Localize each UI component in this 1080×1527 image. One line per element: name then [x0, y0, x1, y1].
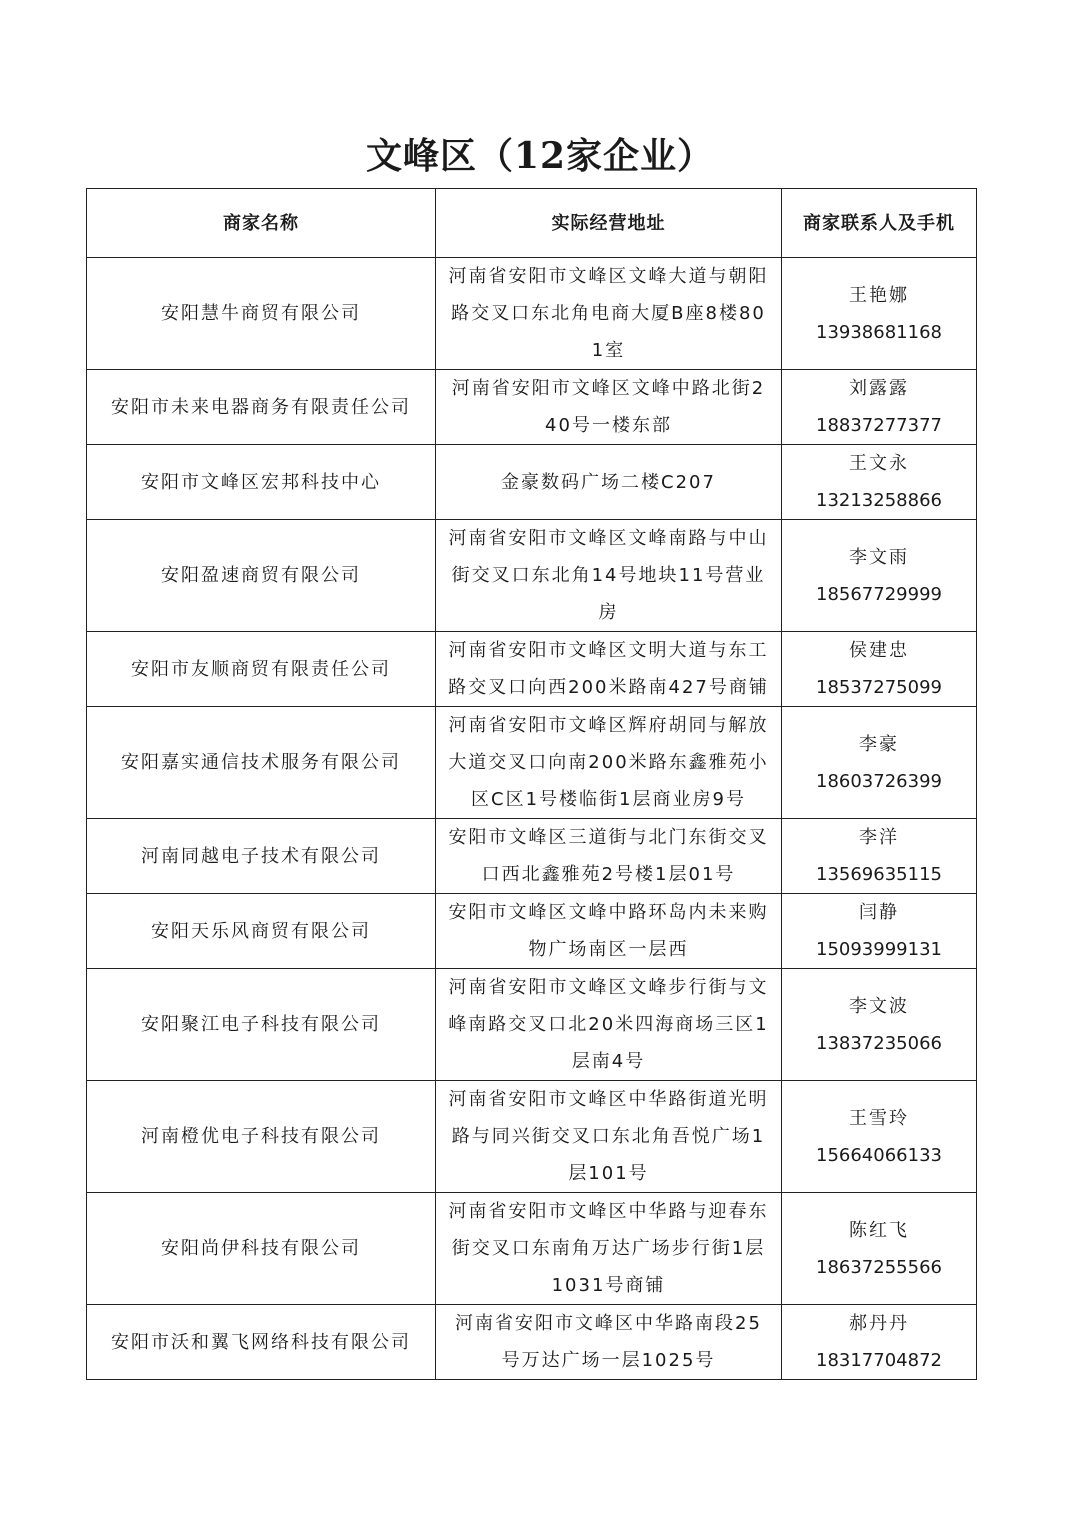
contact-person: 李文雨 [849, 546, 909, 568]
merchant-name: 安阳天乐风商贸有限公司 [87, 894, 436, 969]
table-row [87, 819, 977, 894]
table-row [87, 1193, 977, 1305]
contact-phone: 15664066133 [816, 1144, 942, 1166]
merchant-contact [782, 969, 977, 1081]
contact-phone: 13837235066 [816, 1032, 942, 1054]
merchant-address: 河南省安阳市文峰区中华路街道光明路与同兴街交叉口东北角吾悦广场1层101号 [436, 1081, 782, 1193]
merchant-contact [782, 894, 977, 969]
header-merchant-name: 商家名称 [87, 189, 436, 258]
contact-phone: 13213258866 [816, 490, 942, 511]
merchant-name: 安阳市沃和翼飞网络科技有限公司 [87, 1305, 436, 1380]
contact-phone: 18537275099 [816, 677, 942, 698]
contact-person: 李文波 [849, 995, 909, 1017]
table-row [87, 520, 977, 632]
merchant-name: 安阳嘉实通信技术服务有限公司 [87, 707, 436, 819]
merchant-address: 金豪数码广场二楼C207 [436, 445, 782, 520]
contact-phone: 18837277377 [816, 415, 942, 436]
contact-person: 王艳娜 [849, 284, 909, 306]
merchant-address: 安阳市文峰区文峰中路环岛内未来购物广场南区一层西 [436, 894, 782, 969]
contact-person: 李洋 [859, 827, 899, 848]
contact-phone: 18317704872 [816, 1350, 942, 1371]
contact-person: 王文永 [849, 453, 909, 474]
contact-person: 刘露露 [849, 378, 909, 399]
merchant-address: 河南省安阳市文峰区文明大道与东工路交叉口向西200米路南427号商铺 [436, 632, 782, 707]
contact-phone: 13569635115 [816, 864, 942, 885]
merchant-address: 河南省安阳市文峰区中华路与迎春东街交叉口东南角万达广场步行街1层1031号商铺 [436, 1193, 782, 1305]
merchant-address: 河南省安阳市文峰区文峰中路北街240号一楼东部 [436, 370, 782, 445]
table-row [87, 445, 977, 520]
merchant-contact [782, 632, 977, 707]
merchant-address: 安阳市文峰区三道街与北门东街交叉口西北鑫雅苑2号楼1层01号 [436, 819, 782, 894]
merchant-name: 安阳盈速商贸有限公司 [87, 520, 436, 632]
merchant-contact [782, 707, 977, 819]
table-row [87, 1081, 977, 1193]
merchant-contact [782, 258, 977, 370]
contact-phone: 13938681168 [816, 321, 942, 343]
table-row [87, 707, 977, 819]
merchant-contact [782, 370, 977, 445]
contact-phone: 18603726399 [816, 770, 942, 792]
merchant-contact [782, 1081, 977, 1193]
merchant-address: 河南省安阳市文峰区中华路南段25号万达广场一层1025号 [436, 1305, 782, 1380]
table-row [87, 632, 977, 707]
merchant-name: 安阳市文峰区宏邦科技中心 [87, 445, 436, 520]
merchant-name: 安阳市友顺商贸有限责任公司 [87, 632, 436, 707]
merchant-address: 河南省安阳市文峰区文峰步行街与文峰南路交叉口北20米四海商场三区1层南4号 [436, 969, 782, 1081]
page-title: 文峰区（12家企业） [365, 135, 715, 177]
merchant-name: 安阳慧牛商贸有限公司 [87, 258, 436, 370]
table-row [87, 894, 977, 969]
header-address: 实际经营地址 [436, 189, 782, 258]
contact-person: 侯建忠 [849, 640, 909, 661]
contact-phone: 18567729999 [816, 583, 942, 605]
contact-person: 陈红飞 [849, 1219, 909, 1241]
merchant-contact [782, 1193, 977, 1305]
merchant-name: 安阳聚江电子科技有限公司 [87, 969, 436, 1081]
contact-phone: 18637255566 [816, 1256, 942, 1278]
contact-person: 郝丹丹 [849, 1313, 909, 1334]
merchant-name: 河南橙优电子科技有限公司 [87, 1081, 436, 1193]
table-row [87, 258, 977, 370]
merchant-name: 河南同越电子技术有限公司 [87, 819, 436, 894]
contact-phone: 15093999131 [816, 939, 942, 960]
merchant-contact [782, 1305, 977, 1380]
merchant-table [86, 188, 977, 1380]
contact-person: 李豪 [859, 733, 899, 755]
merchant-address: 河南省安阳市文峰区文峰大道与朝阳路交叉口东北角电商大厦B座8楼801室 [436, 258, 782, 370]
merchant-contact [782, 520, 977, 632]
contact-person: 闫静 [859, 902, 899, 923]
table-header-row [87, 189, 977, 258]
merchant-address: 河南省安阳市文峰区文峰南路与中山街交叉口东北角14号地块11号营业房 [436, 520, 782, 632]
contact-person: 王雪玲 [849, 1107, 909, 1129]
header-contact: 商家联系人及手机 [782, 189, 977, 258]
merchant-name: 安阳市未来电器商务有限责任公司 [87, 370, 436, 445]
merchant-name: 安阳尚伊科技有限公司 [87, 1193, 436, 1305]
table-row [87, 370, 977, 445]
table-row [87, 1305, 977, 1380]
table-row [87, 969, 977, 1081]
merchant-address: 河南省安阳市文峰区辉府胡同与解放大道交叉口向南200米路东鑫雅苑小区C区1号楼临街1层商业房9号 [436, 707, 782, 819]
merchant-contact [782, 819, 977, 894]
merchant-contact [782, 445, 977, 520]
